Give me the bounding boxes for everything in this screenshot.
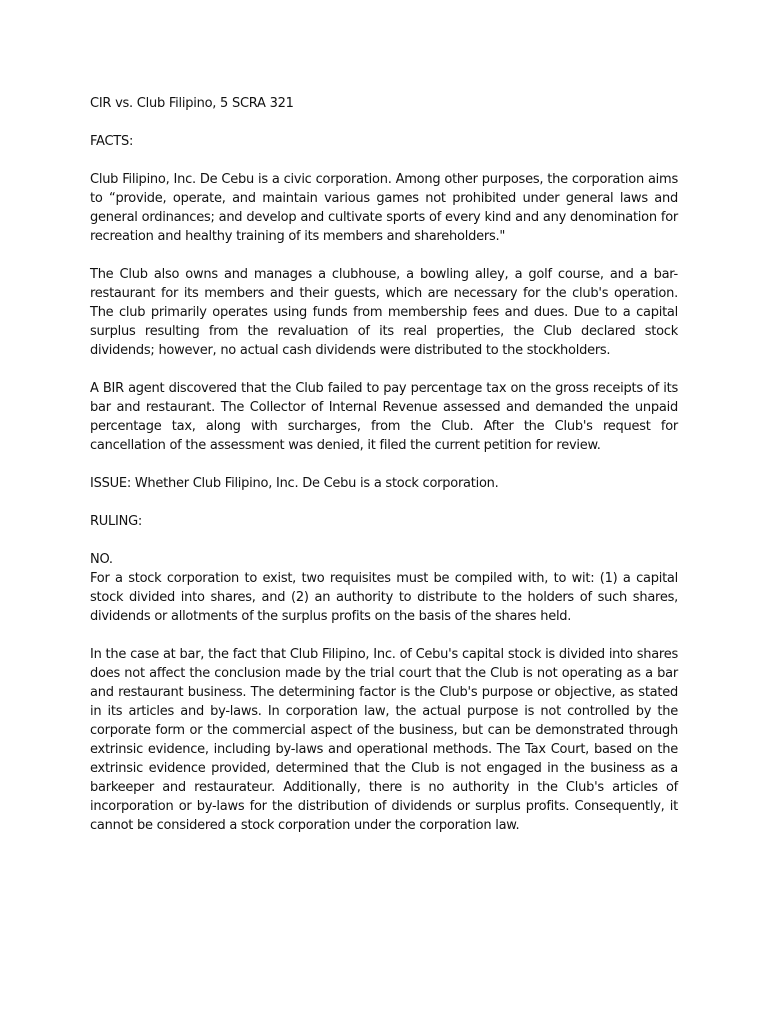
ruling-paragraph-1: For a stock corporation to exist, two requisites must be compiled with, to wit: (1) a capital stock divided into shares, and (2) an authority to distribute to the holders of such shares, dividends or allotments of the surplus profits on the basis of the shares held. (90, 571, 678, 624)
case-title: CIR vs. Club Filipino, 5 SCRA 321 (90, 96, 294, 111)
facts-paragraph-2: The Club also owns and manages a clubhouse, a bowling alley, a golf course, and a bar-restaurant for its members and their guests, which are necessary for the club's operation. The club primarily operates using funds from membership fees and dues. Due to a capital surplus resulting from the revaluation of its real properties, the Club declared stock dividends; however, no actual cash dividends were distributed to the stockholders. (90, 267, 678, 358)
ruling-answer: NO. (90, 552, 113, 567)
ruling-paragraph-2: In the case at bar, the fact that Club Filipino, Inc. of Cebu's capital stock is divided into shares does not affect the conclusion made by the trial court that the Club is not operating as a bar and restaurant business. The determining factor is the Club's purpose or objective, as stated in its articles and by-laws. In corporation law, the actual purpose is not controlled by the corporate form or the commercial aspect of the business, but can be demonstrated through extrinsic evidence, including by-laws and operational methods. The Tax Court, based on the extrinsic evidence provided, determined that the Club is not engaged in the business as a barkeeper and restaurateur. Additionally, there is no authority in the Club's articles of incorporation or by-laws for the distribution of dividends or surplus profits. Consequently, it cannot be considered a stock corporation under the corporation law. (90, 647, 678, 833)
facts-paragraph-3: A BIR agent discovered that the Club failed to pay percentage tax on the gross receipts of its bar and restaurant. The Collector of Internal Revenue assessed and demanded the unpaid percentage tax, along with surcharges, from the Club. After the Club's request for cancellation of the assessment was denied, it filed the current petition for review. (90, 381, 678, 453)
facts-paragraph-1: Club Filipino, Inc. De Cebu is a civic corporation. Among other purposes, the corporation aims to “provide, operate, and maintain various games not prohibited under general laws and general ordinances; and develop and cultivate sports of every kind and any denomination for recreation and healthy training of its members and shareholders." (90, 172, 678, 244)
facts-heading: FACTS: (90, 134, 134, 149)
ruling-heading: RULING: (90, 514, 143, 529)
issue-statement: ISSUE: Whether Club Filipino, Inc. De Cebu is a stock corporation. (90, 476, 499, 491)
